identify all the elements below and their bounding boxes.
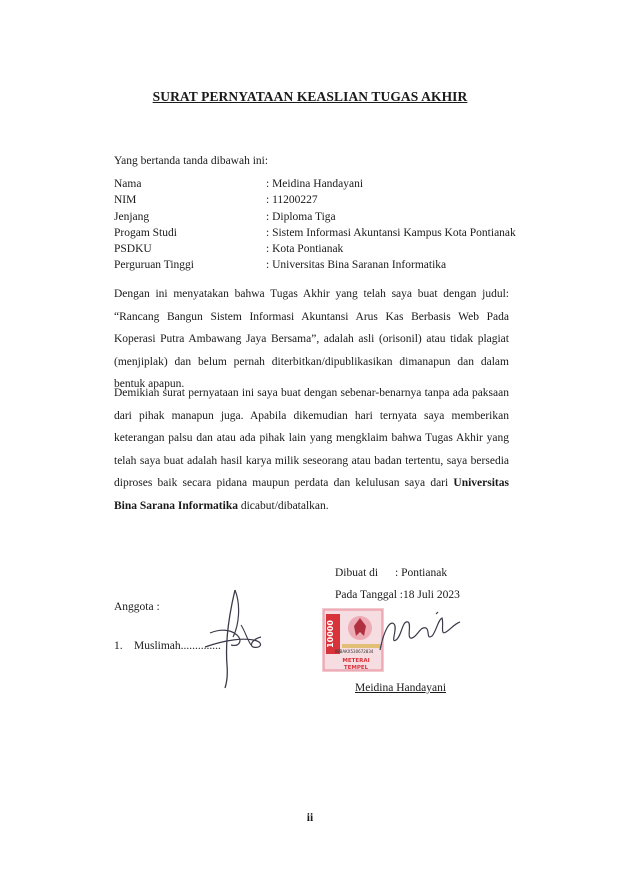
field-label: Jenjang: [114, 210, 150, 223]
field-value: : Diploma Tiga: [266, 210, 336, 223]
stamp-value: 10000: [326, 620, 335, 648]
field-value: : Universitas Bina Saranan Informatika: [266, 259, 447, 272]
field-label: NIM: [114, 194, 137, 207]
university-name: Universitas Bina Sarana Informatika: [114, 477, 509, 512]
anggota-label: Anggota :: [114, 601, 160, 613]
stamp-text-top: METERAI: [342, 658, 370, 664]
signer-signature-icon: [376, 610, 466, 660]
field-value: : Kota Pontianak: [266, 243, 344, 256]
member-signature-icon: [195, 585, 275, 690]
declaration-text: Demikian surat pernyataan ini saya buat dengan sebenar-benarnya tanpa ada paksaan dari pihak manapun juga. Apabila dikemudian hari ternyata saya memberikan keterangan palsu dan atau ada pihak lain yang mengklaim bahwa Tugas Akhir yang telah saya buat adalah hasil karya milik seseorang atau badan tertentu, saya bersedia diproses baik secara pidana maupun perdata dan kelulusan saya dari: [114, 387, 509, 489]
field-row-jenjang: [114, 209, 516, 225]
signer-name: Meidina Handayani: [355, 682, 447, 694]
member-name: Muslimah..............: [134, 640, 221, 652]
field-row-psdku: [114, 241, 516, 257]
field-label: Progam Studi: [114, 226, 177, 239]
place-date-block: [335, 562, 460, 606]
field-label: Perguruan Tinggi: [114, 259, 194, 272]
meterai-stamp-icon: [322, 608, 384, 672]
field-value: : Meidina Handayani: [266, 178, 364, 190]
field-label: PSDKU: [114, 243, 152, 256]
intro-text: Yang bertanda tanda dibawah ini:: [114, 155, 269, 167]
identity-fields: [114, 176, 516, 274]
stamp-text-bottom: TEMPEL: [343, 665, 369, 671]
member-number: 1.: [114, 640, 123, 652]
field-row-perguruan-tinggi: [114, 257, 516, 273]
statement-paragraph: Dengan ini menyatakan bahwa Tugas Akhir yang telah saya buat dengan judul: “Rancang Bangun Sistem Informasi Akuntansi Arus Kas Berbasis Web Pada Koperasi Putra Ambawang Jaya Bersama”, adalah asli (orisonil) atau tidak plagiat (menjiplak) dan belum pernah diterbitkan/dipublikasikan dimanapun dan dalam bentuk apapun.: [114, 288, 509, 390]
declaration-end: dicabut/dibatalkan.: [237, 499, 329, 512]
date-row: Pada Tanggal :18 Juli 2023: [335, 589, 460, 601]
field-row-nim: [114, 192, 516, 208]
document-title: SURAT PERNYATAAN KEASLIAN TUGAS AKHIR: [152, 89, 468, 104]
declaration-paragraph: [114, 382, 509, 517]
page-number: ii: [306, 812, 314, 824]
field-value: : Sistem Informasi Akuntansi Kampus Kota Pontianak: [266, 226, 516, 239]
field-label: Nama: [114, 178, 142, 190]
place-label: Dibuat di: [335, 567, 379, 579]
place-row: [335, 562, 460, 584]
field-row-program-studi: [114, 225, 516, 241]
field-row-nama: [114, 176, 516, 192]
place-value: : Pontianak: [395, 567, 448, 579]
stamp-serial: 08BAKX530672834: [334, 649, 374, 654]
field-value: : 11200227: [266, 194, 318, 207]
